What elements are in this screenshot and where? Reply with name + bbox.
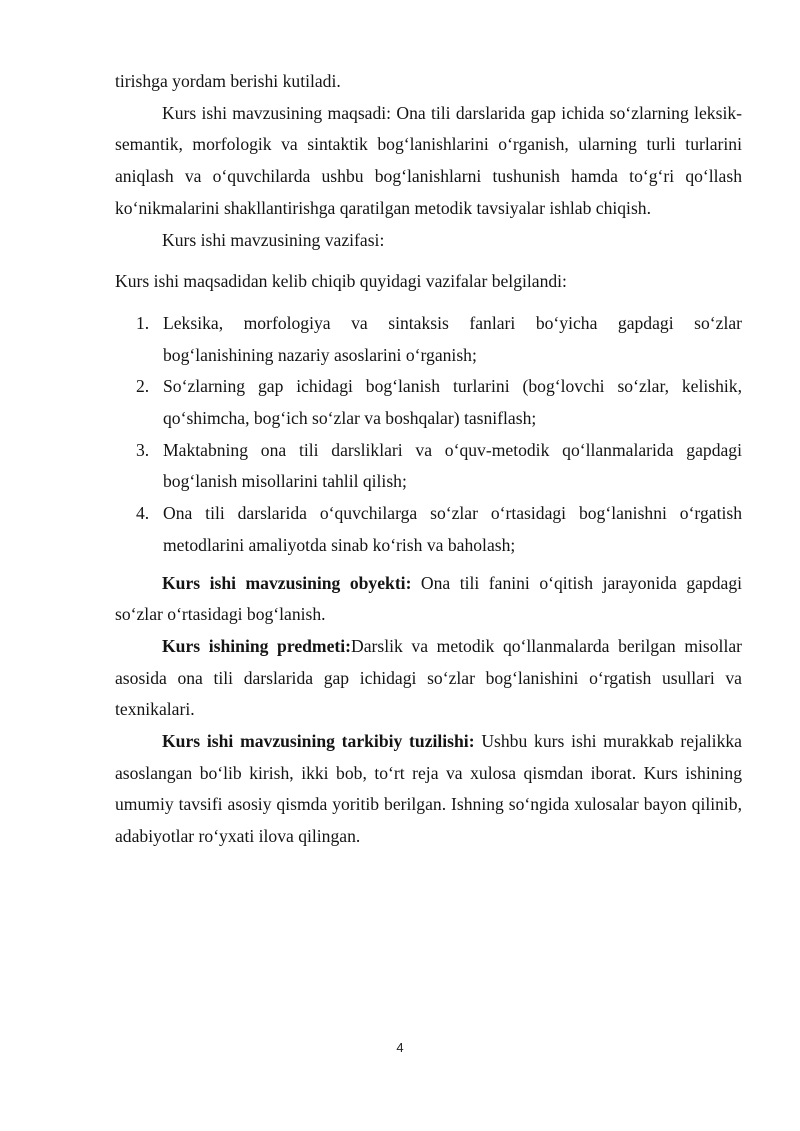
list-item: [136, 435, 742, 498]
list-item-number: 4.: [136, 503, 150, 524]
tasks-list: [115, 308, 742, 562]
tasks-heading: Kurs ishi mavzusining vazifasi:: [162, 229, 385, 250]
list-item-text: Maktabning ona tili darsliklari va o‘quv-metodik qo‘llanmalarida gapdagi bog‘lanish misollarini tahlil qilish;: [163, 439, 742, 492]
goal-paragraph: Kurs ishi mavzusining maqsadi: Ona tili darslarida gap ichida so‘zlarning leksik-semantik, morfologik va sintaktik bog‘lanishlarini o‘rganish, ularning turli turlarini aniqlash va o‘quvchilarda ushbu bog‘lanishlarni tushunish hamda to‘g‘ri qo‘llash ko‘nikmalarini shakllantirishga qaratilgan metodik tavsiyalar ishlab chiqish.: [115, 102, 742, 218]
subject-text: Darslik va metodik qo‘llanmalarda berilgan misollar asosida ona tili darslarida gap ichidagi so‘zlar bog‘lanishini o‘rgatish usullari va texnikalari.: [115, 635, 742, 720]
list-item-text: So‘zlarning gap ichidagi bog‘lanish turlarini (bog‘lovchi so‘zlar, kelishik, qo‘shimcha, bog‘ich so‘zlar va boshqalar) tasniflash;: [163, 376, 742, 429]
subject-label: Kurs ishining predmeti:: [162, 635, 351, 656]
list-item-number: 2.: [136, 376, 150, 397]
structure-label: Kurs ishi mavzusining tarkibiy tuzilishi:: [162, 731, 475, 752]
page-body: [115, 66, 742, 853]
list-item-number: 3.: [136, 439, 150, 460]
list-item: [136, 308, 742, 371]
object-label: Kurs ishi mavzusining obyekti:: [162, 572, 412, 593]
tasks-intro: Kurs ishi maqsadidan kelib chiqib quyidagi vazifalar belgilandi:: [115, 271, 567, 292]
list-item: [136, 498, 742, 561]
list-item: [136, 371, 742, 434]
subject-paragraph: [115, 631, 742, 726]
list-item-text: Ona tili darslarida o‘quvchilarga so‘zlar o‘rtasidagi bog‘lanishni o‘rgatish metodlarini amaliyotda sinab ko‘rish va baholash;: [163, 503, 742, 555]
list-item-text: Leksika, morfologiya va sintaksis fanlari bo‘yicha gapdagi so‘zlar bog‘lanishining nazariy asoslarini o‘rganish;: [163, 312, 742, 365]
structure-text: Ushbu kurs ishi murakkab rejalikka asoslangan bo‘lib kirish, ikki bob, to‘rt reja va xulosa qismdan iborat. Kurs ishining umumiy tavsifi asosiy qismda yoritib berilgan. Ishning so‘ngida xulosalar bayon qilinib, adabiyotlar ro‘yxati ilova qilingan.: [115, 731, 742, 847]
object-paragraph: [115, 568, 742, 631]
list-item-number: 1.: [136, 312, 150, 333]
object-text: Ona tili fanini o‘qitish jarayonida gapdagi so‘zlar o‘rtasidagi bog‘lanish.: [115, 572, 743, 625]
continuation-paragraph: tirishga yordam berishi kutiladi.: [115, 71, 341, 91]
structure-paragraph: [115, 726, 742, 853]
page-number: 4: [396, 1040, 404, 1055]
